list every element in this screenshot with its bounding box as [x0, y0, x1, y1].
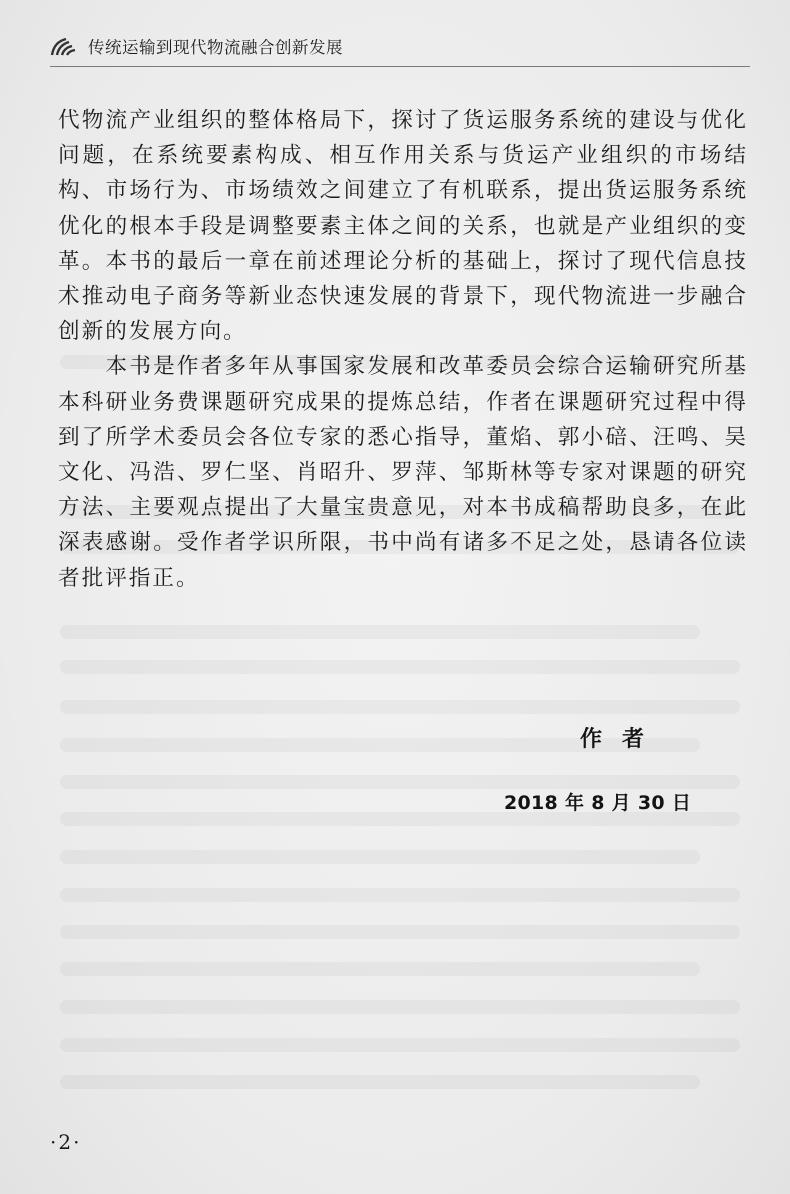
header-divider [50, 66, 750, 67]
show-through-line [60, 1038, 740, 1052]
show-through-line [60, 888, 740, 902]
show-through-line [60, 700, 740, 714]
author-signature: 作者 [580, 727, 665, 752]
show-through-line [60, 962, 700, 976]
show-through-line [60, 925, 740, 939]
page-number: ·2· [50, 1130, 82, 1154]
paragraph-2: 本书是作者多年从事国家发展和改革委员会综合运输研究所基本科研业务费课题研究成果的提炼总结，作者在课题研究过程中得到了所学术委员会各位专家的悉心指导，董焰、郭小碚、汪鸣、吴文化、冯浩、罗仁坚、肖昭升、罗萍、邹斯林等专家对课题的研究方法、主要观点提出了大量宝贵意见，对本书成稿帮助良多，在此深表感谢。受作者学识所限，书中尚有诸多不足之处，恳请各位读者批评指正。 [58, 354, 748, 591]
body-text [58, 103, 748, 596]
show-through-line [60, 1000, 740, 1014]
show-through-line [60, 775, 740, 789]
running-header [50, 34, 343, 58]
show-through-line [60, 625, 700, 639]
show-through-line [60, 850, 700, 864]
paragraph-1: 代物流产业组织的整体格局下，探讨了货运服务系统的建设与优化问题，在系统要素构成、相互作用关系与货运产业组织的市场结构、市场行为、市场绩效之间建立了有机联系，提出货运服务系统优化的根本手段是调整要素主体之间的关系，也就是产业组织的变革。本书的最后一章在前述理论分析的基础上，探讨了现代信息技术推动电子商务等新业态快速发展的背景下，现代物流进一步融合创新的发展方向。 [58, 108, 748, 345]
book-stripes-icon [50, 36, 80, 56]
show-through-line [60, 660, 740, 674]
show-through-line [60, 1075, 700, 1089]
signature-date: 2018 年 8 月 30 日 [504, 792, 692, 814]
book-title: 传统运输到现代物流融合创新发展 [88, 38, 343, 57]
